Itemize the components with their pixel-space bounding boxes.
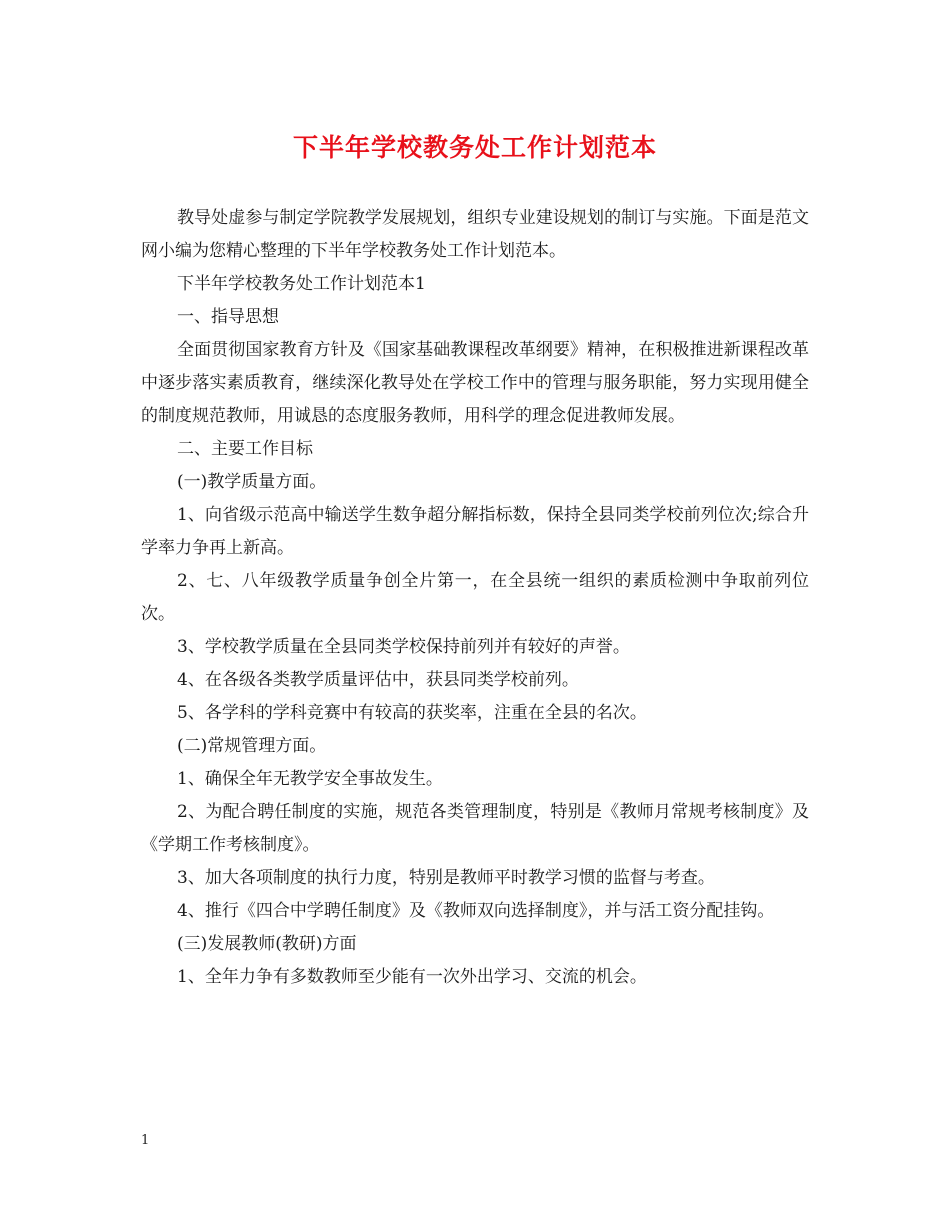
paragraph-intro: 教导处虚参与制定学院教学发展规划，组织专业建设规划的制订与实施。下面是范文网小编为您精心整理的下半年学校教务处工作计划范本。 [141,208,809,261]
heading-guiding-ideology: 一、指导思想 [177,307,279,327]
list-item: 2、为配合聘任制度的实施，规范各类管理制度，特别是《教师月常规考核制度》及《学期工作考核制度》。 [141,802,809,855]
paragraph-guiding-ideology: 全面贯彻国家教育方针及《国家基础教课程改革纲要》精神，在积极推进新课程改革中逐步落实素质教育，继续深化教导处在学校工作中的管理与服务职能，努力实现用健全的制度规范教师，用诚恳的态度服务教师，用科学的理念促进教师发展。 [141,340,809,426]
document-body [141,202,809,994]
page-number: 1 [141,1133,150,1148]
subheading-routine-management: (二)常规管理方面。 [177,736,327,756]
list-item: 5、各学科的学科竞赛中有较高的获奖率，注重在全县的名次。 [177,703,647,723]
list-item: 1、全年力争有多数教师至少能有一次外出学习、交流的机会。 [177,967,647,987]
list-item: 1、向省级示范高中输送学生数争超分解指标数，保持全县同类学校前列位次;综合升学率力争再上新高。 [141,505,809,558]
subheading-teaching-quality: (一)教学质量方面。 [177,472,327,492]
section-heading-plan-1: 下半年学校教务处工作计划范本1 [177,274,426,294]
list-item: 2、七、八年级教学质量争创全片第一，在全县统一组织的素质检测中争取前列位次。 [141,571,809,624]
list-item: 3、加大各项制度的执行力度，特别是教师平时教学习惯的监督与考查。 [177,868,715,888]
document-title: 下半年学校教务处工作计划范本 [292,133,657,162]
list-item: 1、确保全年无教学安全事故发生。 [177,769,443,789]
list-item: 4、推行《四合中学聘任制度》及《教师双向选择制度》，并与活工资分配挂钩。 [177,901,775,921]
list-item: 3、学校教学质量在全县同类学校保持前列并有较好的声誉。 [177,637,630,657]
list-item: 4、在各级各类教学质量评估中，获县同类学校前列。 [177,670,579,690]
heading-main-goals: 二、主要工作目标 [177,439,313,459]
subheading-teacher-development: (三)发展教师(教研)方面 [177,934,357,954]
